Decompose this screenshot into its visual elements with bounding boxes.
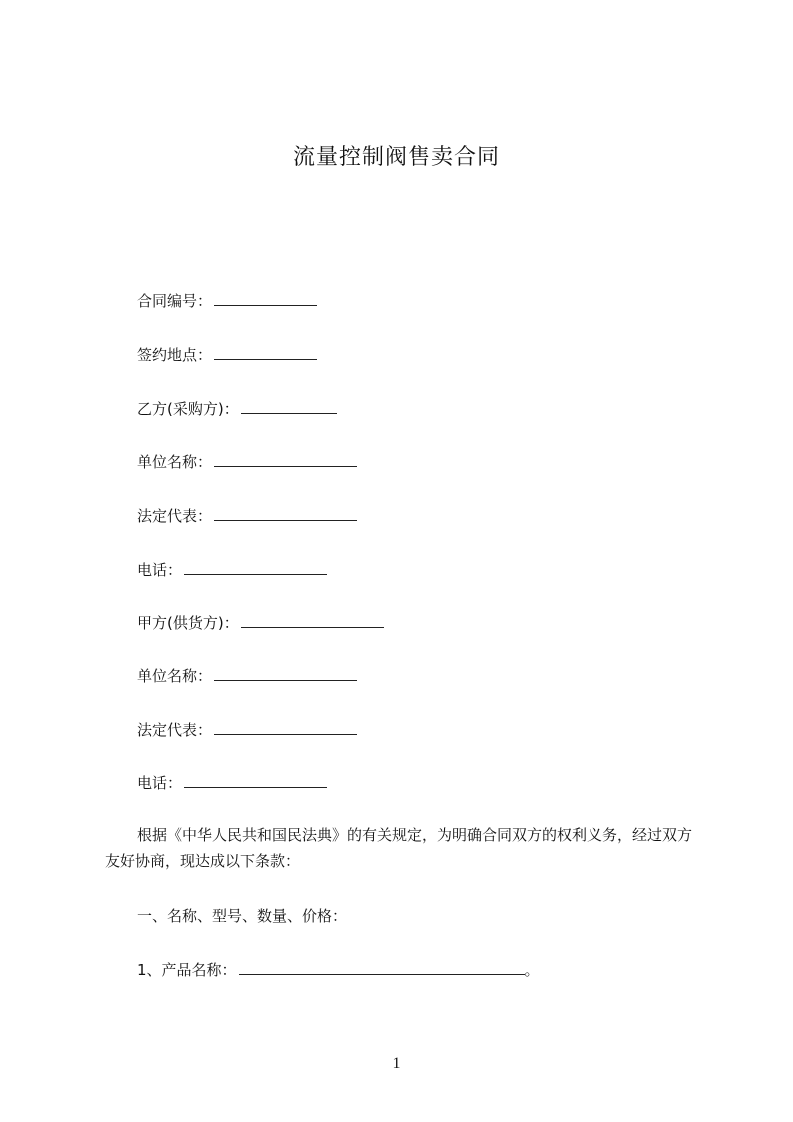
field-label: 电话： <box>137 561 183 579</box>
item-product-name <box>137 960 540 980</box>
section-heading: 一、名称、型号、数量、价格： <box>137 907 348 925</box>
fill-in-blank[interactable] <box>214 291 317 306</box>
intro-paragraph <box>105 822 705 874</box>
field-label: 乙方(采购方)： <box>137 400 239 418</box>
intro-text: 根据《中华人民共和国民法典》的有关规定，为明确合同双方的权利义务，经过双方友好协商，现达成以下条款： <box>105 826 693 870</box>
field-label: 甲方(供货方)： <box>137 614 239 632</box>
fill-in-blank[interactable] <box>184 560 327 575</box>
page-number: 1 <box>392 1055 401 1072</box>
fill-in-blank[interactable] <box>241 613 384 628</box>
item-end-punctuation: 。 <box>524 961 540 979</box>
field-label: 单位名称： <box>137 667 213 685</box>
field-party-b <box>137 399 337 419</box>
field-label: 法定代表： <box>137 507 213 525</box>
document-title: 流量控制阀售卖合同 <box>292 145 500 170</box>
fill-in-blank[interactable] <box>241 399 337 414</box>
fill-in-blank[interactable] <box>214 452 357 467</box>
field-label: 单位名称： <box>137 453 213 471</box>
fill-in-blank[interactable] <box>214 666 357 681</box>
field-party-b-unit-name <box>137 452 357 472</box>
field-party-a-legal-rep <box>137 720 357 740</box>
field-party-a-unit-name <box>137 666 357 686</box>
fill-in-blank[interactable] <box>214 345 317 360</box>
fill-in-blank[interactable] <box>214 720 357 735</box>
field-label: 签约地点： <box>137 346 213 364</box>
field-party-a-phone <box>137 773 327 793</box>
field-contract-number <box>137 291 317 311</box>
field-party-a <box>137 613 384 633</box>
item-label: 1、产品名称： <box>137 961 237 979</box>
field-label: 合同编号： <box>137 292 213 310</box>
field-party-b-phone <box>137 560 327 580</box>
field-party-b-legal-rep <box>137 506 357 526</box>
fill-in-blank[interactable] <box>239 960 525 975</box>
fill-in-blank[interactable] <box>214 506 357 521</box>
field-signing-location <box>137 345 317 365</box>
field-label: 法定代表： <box>137 721 213 739</box>
fill-in-blank[interactable] <box>184 773 327 788</box>
field-label: 电话： <box>137 774 183 792</box>
